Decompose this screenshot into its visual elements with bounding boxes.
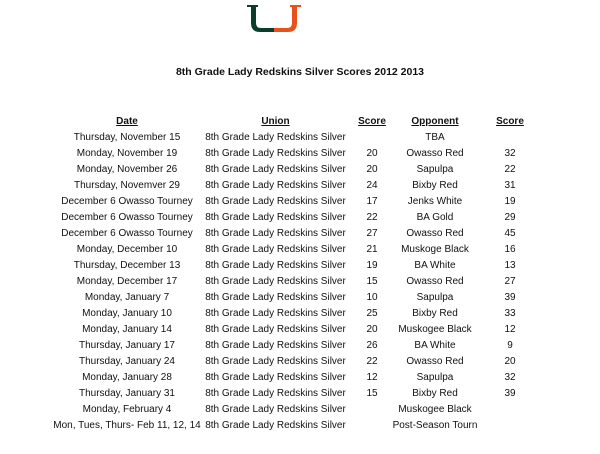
row-union: 8th Grade Lady Redskins Silver	[205, 260, 346, 271]
header-score: Score	[358, 116, 386, 127]
row-opponent-score: 39	[504, 388, 516, 399]
table-row	[0, 258, 600, 274]
row-opponent: Sapulpa	[416, 164, 454, 175]
table-row	[0, 354, 600, 370]
row-opponent-score: 16	[504, 244, 516, 255]
row-opponent: Post-Season Tourn	[392, 420, 478, 431]
row-date: Monday, November 19	[76, 148, 178, 159]
row-union: 8th Grade Lady Redskins Silver	[205, 340, 346, 351]
table-row	[0, 178, 600, 194]
row-union: 8th Grade Lady Redskins Silver	[205, 212, 346, 223]
header-date: Date	[116, 116, 138, 127]
row-score: 24	[366, 180, 378, 191]
row-opponent: Bixby Red	[412, 388, 458, 399]
row-date: Monday, January 28	[82, 372, 172, 383]
row-score: 20	[366, 164, 378, 175]
table-row	[0, 162, 600, 178]
row-union: 8th Grade Lady Redskins Silver	[205, 324, 346, 335]
row-opponent-score: 27	[504, 276, 516, 287]
row-union: 8th Grade Lady Redskins Silver	[205, 372, 346, 383]
table-row	[0, 418, 600, 434]
row-opponent: Sapulpa	[416, 372, 454, 383]
row-union: 8th Grade Lady Redskins Silver	[205, 356, 346, 367]
row-score: 20	[366, 324, 378, 335]
row-opponent: TBA	[425, 132, 445, 143]
row-opponent: Muskoge Black	[401, 244, 469, 255]
row-date: Monday, January 10	[82, 308, 172, 319]
row-opponent-score: 12	[504, 324, 516, 335]
row-opponent-score: 31	[504, 180, 516, 191]
header-opponent: Opponent	[411, 116, 459, 127]
row-date: Thursday, November 15	[73, 132, 181, 143]
row-opponent-score: 39	[504, 292, 516, 303]
table-row	[0, 386, 600, 402]
row-union: 8th Grade Lady Redskins Silver	[205, 132, 346, 143]
table-row	[0, 338, 600, 354]
u-logo-orange-half	[274, 5, 301, 32]
row-date: December 6 Owasso Tourney	[61, 196, 193, 207]
row-opponent: Owasso Red	[406, 228, 464, 239]
page-title: 8th Grade Lady Redskins Silver Scores 2012 2013	[175, 66, 425, 78]
row-opponent: Owasso Red	[406, 148, 464, 159]
row-opponent: Bixby Red	[412, 180, 458, 191]
row-date: Monday, January 7	[84, 292, 170, 303]
row-opponent: BA White	[414, 260, 456, 271]
row-score: 22	[366, 356, 378, 367]
row-union: 8th Grade Lady Redskins Silver	[205, 420, 346, 431]
row-score: 26	[366, 340, 378, 351]
row-opponent-score: 32	[504, 148, 516, 159]
row-union: 8th Grade Lady Redskins Silver	[205, 388, 346, 399]
row-union: 8th Grade Lady Redskins Silver	[205, 164, 346, 175]
row-date: Monday, November 26	[76, 164, 178, 175]
row-opponent-score: 9	[507, 340, 513, 351]
row-score: 25	[366, 308, 378, 319]
table-header	[0, 114, 600, 130]
row-opponent: Owasso Red	[406, 356, 464, 367]
table-row	[0, 370, 600, 386]
row-score: 22	[366, 212, 378, 223]
table-row	[0, 130, 600, 146]
row-date: Monday, December 10	[76, 244, 178, 255]
row-opponent: Owasso Red	[406, 276, 464, 287]
u-logo-icon	[247, 5, 301, 32]
row-date: Thursday, December 13	[73, 260, 181, 271]
row-union: 8th Grade Lady Redskins Silver	[205, 180, 346, 191]
row-opponent-score: 33	[504, 308, 516, 319]
header-opponent-score: Score	[496, 116, 524, 127]
row-union: 8th Grade Lady Redskins Silver	[205, 292, 346, 303]
row-date: Thursday, Novemver 29	[74, 180, 180, 191]
table-row	[0, 306, 600, 322]
table-row	[0, 146, 600, 162]
row-opponent: Muskogee Black	[398, 404, 472, 415]
row-union: 8th Grade Lady Redskins Silver	[205, 244, 346, 255]
row-date: Thursday, January 17	[79, 340, 175, 351]
table-row	[0, 226, 600, 242]
row-date: Monday, December 17	[76, 276, 178, 287]
u-logo-green-half	[247, 5, 274, 32]
table-row	[0, 322, 600, 338]
row-date: Monday, February 4	[82, 404, 172, 415]
row-union: 8th Grade Lady Redskins Silver	[205, 308, 346, 319]
row-opponent-score: 13	[504, 260, 516, 271]
row-union: 8th Grade Lady Redskins Silver	[205, 276, 346, 287]
row-opponent-score: 22	[504, 164, 516, 175]
table-row	[0, 402, 600, 418]
row-score: 17	[366, 196, 378, 207]
table-row	[0, 242, 600, 258]
row-opponent-score	[490, 130, 530, 146]
row-date: December 6 Owasso Tourney	[61, 212, 193, 223]
row-score: 15	[366, 276, 378, 287]
row-union: 8th Grade Lady Redskins Silver	[205, 404, 346, 415]
row-score: 12	[366, 372, 378, 383]
row-union: 8th Grade Lady Redskins Silver	[205, 148, 346, 159]
row-opponent: Bixby Red	[412, 308, 458, 319]
row-opponent: Sapulpa	[416, 292, 454, 303]
row-score: 21	[366, 244, 378, 255]
table-row	[0, 194, 600, 210]
row-opponent-score: 45	[504, 228, 516, 239]
row-score: 20	[366, 148, 378, 159]
row-opponent-score	[490, 418, 530, 434]
table-row	[0, 210, 600, 226]
row-score: 19	[366, 260, 378, 271]
table-row	[0, 290, 600, 306]
row-opponent: BA Gold	[416, 212, 454, 223]
row-opponent-score: 29	[504, 212, 516, 223]
header-union: Union	[261, 116, 290, 127]
row-opponent: Muskogee Black	[398, 324, 472, 335]
row-opponent: Jenks White	[407, 196, 463, 207]
table-row	[0, 274, 600, 290]
row-score: 15	[366, 388, 378, 399]
row-union: 8th Grade Lady Redskins Silver	[205, 228, 346, 239]
row-union: 8th Grade Lady Redskins Silver	[205, 196, 346, 207]
row-opponent-score	[490, 402, 530, 418]
row-opponent-score: 19	[504, 196, 516, 207]
row-date: Mon, Tues, Thurs- Feb 11, 12, 14	[53, 420, 201, 431]
row-opponent-score: 20	[504, 356, 516, 367]
row-opponent: BA White	[414, 340, 456, 351]
row-date: Monday, January 14	[82, 324, 172, 335]
row-date: Thursday, January 24	[79, 356, 175, 367]
row-opponent-score: 32	[504, 372, 516, 383]
row-date: Thursday, January 31	[79, 388, 175, 399]
row-score: 10	[366, 292, 378, 303]
row-score: 27	[366, 228, 378, 239]
row-date: December 6 Owasso Tourney	[61, 228, 193, 239]
